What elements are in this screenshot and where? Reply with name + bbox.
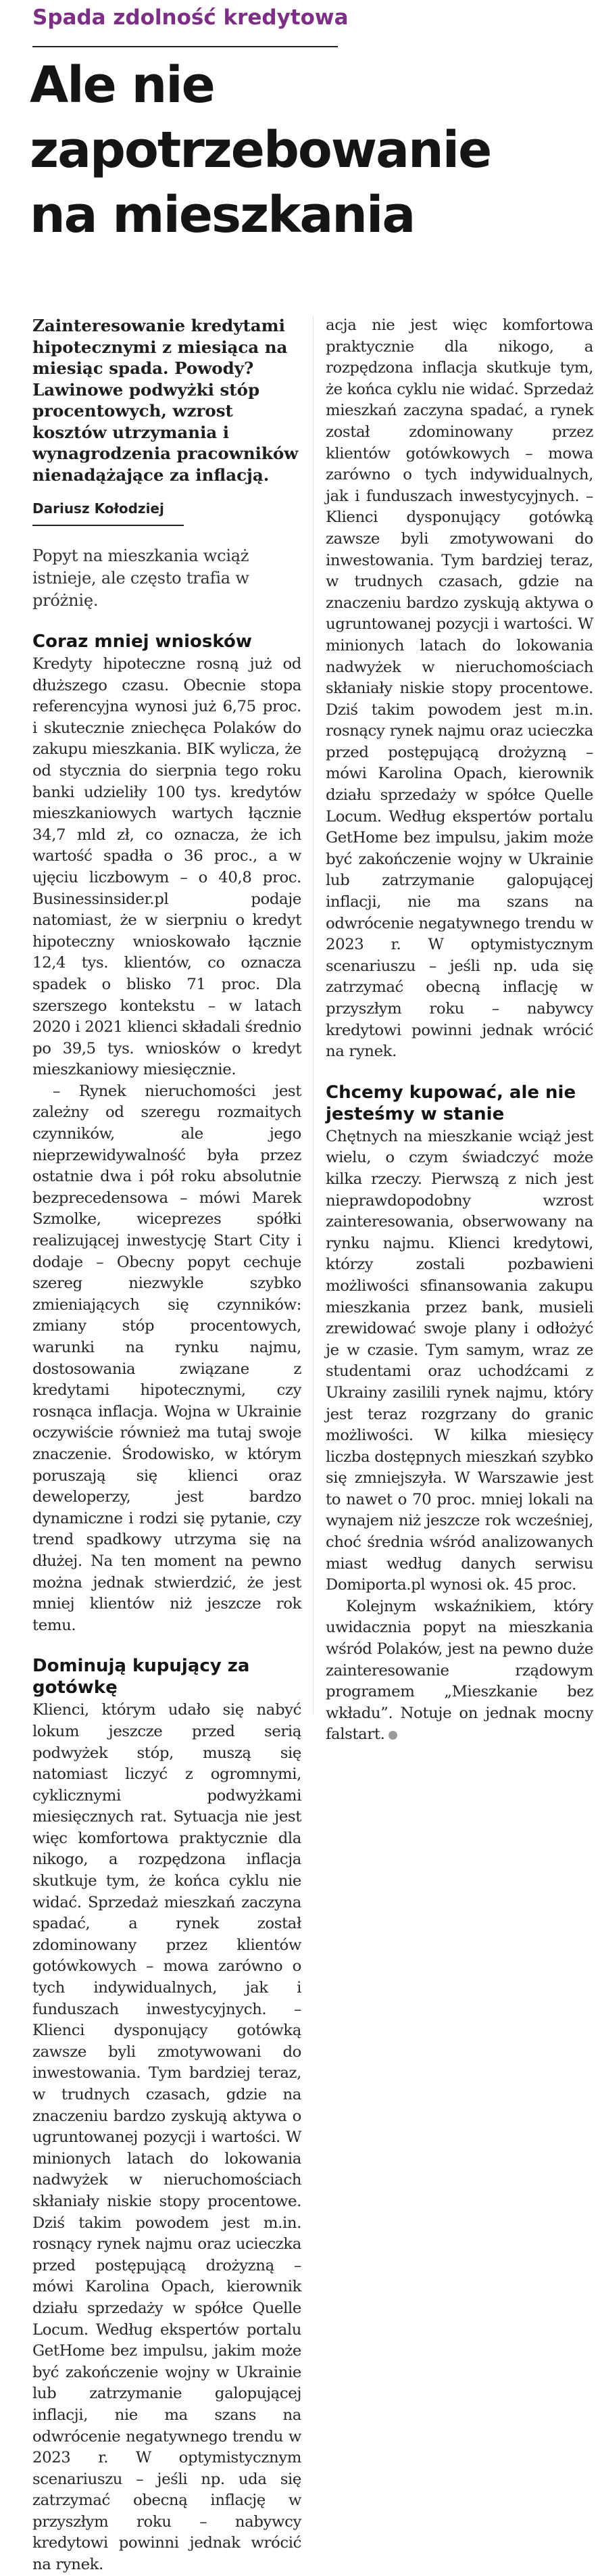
section3-paragraph-2-text: Kolejnym wskaźnikiem, który uwidacznia popyt na mieszkania wśród Polaków, jest na pewno duże zainteresowanie rządowym programem „Mieszkanie bez wkładu”. Notuje on jednak mocny falstart.	[326, 1597, 593, 1744]
author-byline: Dariusz Kołodziej	[32, 500, 184, 526]
headline-line-3: na mieszkania	[30, 186, 415, 244]
section-heading-want-to-buy: Chcemy kupować, ale nie jesteśmy w stanie	[326, 1082, 576, 1124]
section1-paragraph-2: – Rynek nieruchomości jest zależny od szeregu rozmaitych czynników, ale jego nieprzewidywalność była przez ostatnie dwa i pół roku absolutnie bezprecedensowa – mówi Marek Szmolke, wiceprezes spółki realizującej inwestycję Start City i dodaje – Obecny popyt cechuje szereg niezwykle szybko zmieniających się czynników: zmiany stóp procentowych, warunki na rynku najmu, dostosowania związane z kredytami hipotecznymi, czy rosnąca inflacja. Wojna w Ukrainie oczywiście również ma tutaj swoje znaczenie. Środowisko, w którym poruszają się klienci oraz deweloperzy, jest bardzo dynamiczne i rodzi się pytanie, czy trend spadkowy utrzyma się na dłużej. Na ten moment na pewno można jednak stwierdzić, że jest mniej klientów niż jeszcze rok temu.	[32, 1082, 301, 1634]
column-divider	[313, 315, 314, 1715]
section-heading-cash-buyers: Dominują kupujący za gotówkę	[32, 1656, 250, 1698]
section3-paragraph-2	[326, 1596, 593, 1746]
headline-line-1: Ale nie	[30, 56, 214, 114]
article-column-left	[32, 315, 301, 2574]
section3-paragraph-1: Chętnych na mieszkanie wciąż jest wielu, o czym świadczyć może kilka rzeczy. Pierwszą z nich jest nieprawdopodobny wzrost zainteresowania, obserwowany na rynku najmu. Klienci kredytowi, którzy zostali pozbawieni możliwości sfinansowania zakupu mieszkania przez bank, musieli zrewidować swoje plany i odłożyć je w czasie. Tym samym, wraz ze studentami oraz uchodźcami z Ukrainy zasilili rynek najmu, który jest teraz rozgrzany do granic możliwości. W kilka miesięcy liczba dostępnych mieszkań szybko się zmniejszyła. W Warszawie jest to nawet o 70 proc. mniej lokali na wynajem niż jeszcze rok wcześniej, choć średnia wśród analizowanych miast według danych serwisu Domiporta.pl wynosi ok. 45 proc.	[326, 1127, 593, 1594]
article-intro: Popyt na mieszkania wciąż istnieje, ale często trafia w próżnię.	[32, 546, 249, 610]
kicker-divider	[32, 46, 338, 47]
article-lede: Zainteresowanie kredytami hipotecznymi z miesiąca na miesiąc spada. Powody? Lawinowe podwyżki stóp procentowych, wzrost kosztów utrzymania i wynagrodzenia pracowników nienadążające za inflacją.	[32, 316, 299, 485]
section-kicker: Spada zdolność kredytowa	[32, 5, 349, 30]
article-end-mark	[389, 1731, 397, 1740]
headline-line-2: zapotrzebowanie	[30, 121, 491, 179]
section2-paragraph-1: Klienci, którym udało się nabyć lokum jeszcze przed serią podwyżek stóp, muszą się natomiast liczyć z ogromnymi, cyklicznymi podwyżkami miesięcznych rat. Sytuacja nie jest więc komfortowa praktycznie dla nikogo, a rozpędzona inflacja skutkuje tym, że końca cyklu nie widać. Sprzedaż mieszkań zaczyna spadać, a rynek został zdominowany przez klientów gotówkowych – mowa zarówno o tych indywidualnych, jak i funduszach inwestycyjnych. – Klienci dysponujący gotówką zawsze byli zmotywowani do inwestowania. Tym bardziej teraz, w trudnych czasach, gdzie na znaczeniu bardzo zyskują aktywa o ugruntowanej pozycji i wartości. W minionych latach do lokowania nadwyżek w nieruchomościach skłaniały niskie stopy procentowe. Dziś takim powodem jest m.in. rosnący rynek najmu oraz ucieczka przed postępującą drożyzną – mówi Karolina Opach, kierownik działu sprzedaży w spółce Quelle Locum. Według ekspertów portalu GetHome bez impulsu, jakim może być zakończenie wojny w Ukrainie lub zatrzymanie galopującej inflacji, nie ma szans na odwrócenie negatywnego trendu w 2023 r. W optymistycznym scenariuszu – jeśli np. uda się zatrzymać obecną inflację w przyszłym roku – nabywcy kredytowi powinni jednak wrócić na rynek.	[32, 1701, 301, 2574]
section2-paragraph-1-continued: acja nie jest więc komfortowa praktycznie dla nikogo, a rozpędzona inflacja skutkuje tym, że końca cyklu nie widać. Sprzedaż mieszkań zaczyna spadać, a rynek został zdominowany przez klientów gotówkowych – mowa zarówno o tych indywidualnych, jak i funduszach inwestycyjnych. – Klienci dysponujący gotówką zawsze byli zmotywowani do inwestowania. Tym bardziej teraz, w trudnych czasach, gdzie na znaczeniu bardzo zyskują aktywa o ugruntowanej pozycji i wartości. W minionych latach do lokowania nadwyżek w nieruchomościach skłaniały niskie stopy procentowe. Dziś takim powodem jest m.in. rosnący rynek najmu oraz ucieczka przed postępującą drożyzną – mówi Karolina Opach, kierownik działu sprzedaży w spółce Quelle Locum. Według ekspertów portalu GetHome bez impulsu, jakim może być zakończenie wojny w Ukrainie lub zatrzymanie galopującej inflacji, nie ma szans na odwrócenie negatywnego trendu w 2023 r. W optymistycznym scenariuszu – jeśli np. uda się zatrzymać obecną inflację w przyszłym roku – nabywcy kredytowi powinni jednak wrócić na rynek.	[326, 316, 593, 1061]
section-heading-fewer-applications: Coraz mniej wniosków	[32, 631, 252, 652]
article-column-right	[326, 315, 593, 1746]
article-headline	[30, 53, 584, 247]
section1-paragraph-1: Kredyty hipoteczne rosną już od dłuższego czasu. Obecnie stopa referencyjna wynosi już 6,75 proc. i skutecznie zniechęca Polaków do zakupu mieszkania. BIK wylicza, że od stycznia do sierpnia tego roku banki udzieliły 100 tys. kredytów mieszkaniowych wartych łącznie 34,7 mld zł, co oznacza, że ich wartość spadła o 36 proc., a w ujęciu liczbowym – o 40,8 proc. Businessinsider.pl podaje natomiast, że w sierpniu o kredyt hipoteczny wnioskowało łącznie 12,4 tys. klientów, co oznacza spadek o blisko 71 proc. Dla szerszego kontekstu – w latach 2020 i 2021 klienci składali średnio po 39,5 tys. wniosków o kredyt mieszkaniowy miesięcznie.	[32, 655, 301, 1079]
